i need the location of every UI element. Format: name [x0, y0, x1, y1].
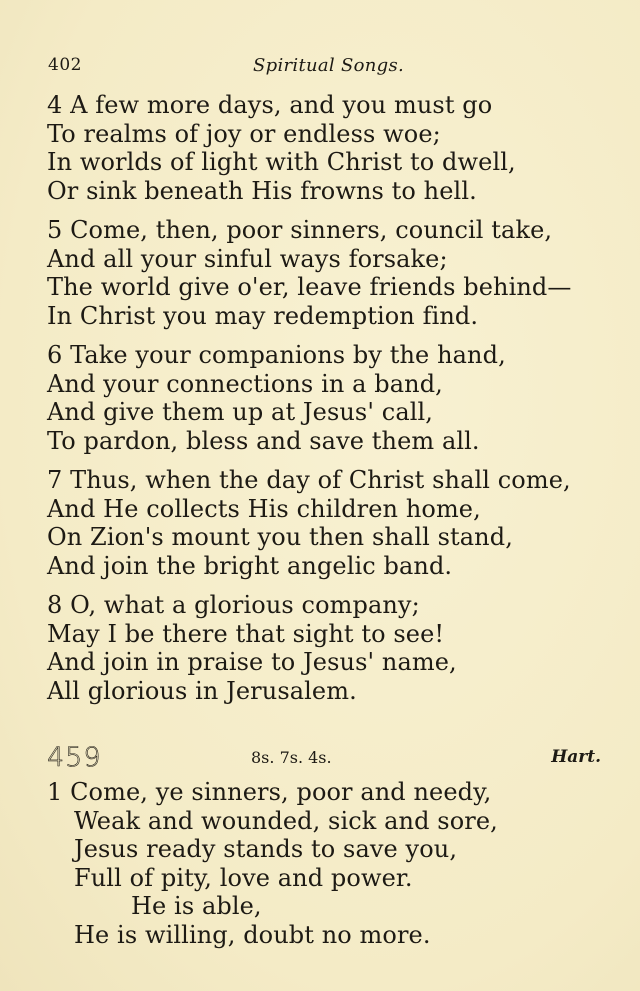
page-number: 402 [48, 55, 82, 75]
stanza-line: In Christ you may redemption find. [47, 301, 479, 330]
page-header [48, 55, 608, 81]
hymn-stanza-1 [47, 778, 617, 949]
stanza-line: 5 Come, then, poor sinners, council take, [47, 216, 553, 244]
stanza-line: And all your sinful ways forsake; [47, 244, 448, 273]
stanza-line: 1 Come, ye sinners, poor and needy, [47, 778, 492, 806]
stanza-line: To realms of joy or endless woe; [47, 119, 441, 148]
stanza-line: 7 Thus, when the day of Christ shall come, [47, 466, 571, 494]
stanza-line: He is willing, doubt no more. [74, 920, 431, 949]
stanza-line: 6 Take your companions by the hand, [47, 341, 506, 369]
stanza-line: 8 O, what a glorious company; [47, 591, 420, 619]
stanza-line: And your connections in a band, [47, 369, 443, 398]
stanza-line: To pardon, bless and save them all. [47, 426, 480, 455]
stanza-line: On Zion's mount you then shall stand, [47, 523, 513, 551]
stanza-line: 4 A few more days, and you must go [47, 91, 493, 119]
stanza-line: The world give o'er, leave friends behind— [47, 273, 572, 301]
stanza-6 [47, 341, 617, 455]
stanza-4 [47, 91, 617, 205]
hymn-meter: 8s. 7s. 4s. [251, 748, 332, 767]
stanza-line: In worlds of light with Christ to dwell, [47, 148, 516, 176]
stanza-5 [47, 216, 617, 330]
stanza-7 [47, 466, 617, 580]
hymn-header [47, 742, 603, 776]
stanza-8 [47, 591, 617, 705]
stanza-line: May I be there that sight to see! [47, 619, 445, 648]
stanza-line: And He collects His children home, [47, 494, 481, 523]
stanza-line: Jesus ready stands to save you, [74, 835, 458, 863]
stanza-line: And join in praise to Jesus' name, [47, 648, 457, 676]
running-title: Spiritual Songs. [253, 55, 405, 76]
stanza-line: Full of pity, love and power. [74, 863, 413, 892]
hymn-number: 459 [47, 742, 102, 773]
stanza-line: Or sink beneath His frowns to hell. [47, 176, 477, 205]
hymn-author: Hart. [551, 747, 601, 767]
stanza-line: And give them up at Jesus' call, [47, 398, 434, 426]
stanza-line: Weak and wounded, sick and sore, [74, 806, 498, 835]
stanza-line: And join the bright angelic band. [47, 551, 453, 580]
stanza-line: He is able, [131, 892, 262, 920]
stanza-line: All glorious in Jerusalem. [47, 676, 357, 705]
